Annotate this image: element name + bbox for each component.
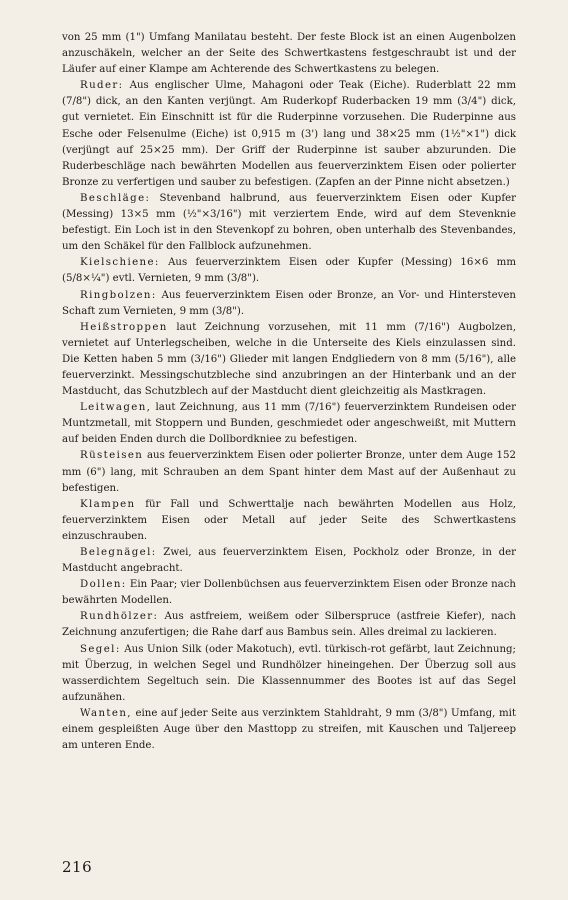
paragraph-text: laut Zeichnung, aus 11 mm (7/16") feuerverzinktem Rundeisen oder Muntzmetall, mit Stoppern und Bunden, geschmiedet oder angeschweißt, mit Muttern auf beiden Enden durch die Dollbordkniee zu befestigen. — [62, 402, 516, 446]
paragraph-text: Aus englischer Ulme, Mahagoni oder Teak (Eiche). Ruderblatt 22 mm (7/8") dick, an den Kanten verjüngt. Am Ruderkopf Ruderbacken 19 mm (3/4") dick, gut vernietet. Ein Einschnitt ist für die Ruderpinne vorzusehen. Die Ruderpinne aus Esche oder Felsenulme (Eiche) ist 0,915 m (3') lang und 38×25 mm (1½"×1") dick (verjüngt auf 25×25 mm). Der Griff der Ruderpinne ist sauber abzurunden. Die Ruderbeschläge nach bewährten Modellen aus feuerverzinktem Eisen oder polierter Bronze zu verfertigen und sauber zu befestigen. (Zapfen an der Pinne nicht absetzen.) — [62, 80, 516, 188]
paragraph-segel — [62, 642, 516, 706]
paragraph-beschlaege — [62, 191, 516, 255]
paragraph-term: Wanten, — [80, 707, 132, 719]
paragraph-term: Kielschiene: — [80, 257, 160, 269]
paragraph-text: eine auf jeder Seite aus verzinktem Stahldraht, 9 mm (3/8") Umfang, mit einem gespleißten Auge über den Masttopp zu streifen, mit Kauschen und Taljereep am unteren Ende. — [62, 707, 516, 752]
paragraph-term: Dollen: — [80, 579, 127, 591]
paragraph-wanten — [62, 706, 516, 754]
paragraph-text: Aus Union Silk (oder Makotuch), evtl. türkisch-rot gefärbt, laut Zeichnung; mit Überzug, in welchen Segel und Rundhölzer hineingehen. Der Überzug soll aus wasserdichtem Segeltuch sein. Die Klassennummer des Bootes ist auf das Segel aufzunähen. — [62, 643, 516, 703]
paragraph-term: Beschläge: — [80, 192, 151, 204]
paragraph-term: Segel: — [80, 643, 121, 655]
paragraph-text: für Fall und Schwerttalje nach bewährten Modellen aus Holz, feuerverzinktem Eisen oder Metall auf jeder Seite des Schwertkastens einzuschrauben. — [62, 498, 516, 542]
paragraph-ruesteisen — [62, 448, 516, 496]
paragraph-term: Belegnägel: — [80, 547, 157, 558]
paragraph-text: Aus feuerverzinktem Eisen oder Kupfer (Messing) 16×6 mm (5/8×¼") evtl. Vernieten, 9 mm (3/8"). — [62, 257, 516, 285]
paragraph-term: Leitwagen, — [80, 402, 152, 414]
paragraph-term: Ruder: — [80, 80, 124, 92]
paragraph-text: Aus astfreiem, weißem oder Silberspruce (astfreie Kiefer), nach Zeichnung anzufertigen; die Rahe darf aus Bambus sein. Alles dreimal zu lackieren. — [62, 611, 516, 639]
paragraph-klampen — [62, 497, 516, 545]
paragraph-text: Stevenband halbrund, aus feuerverzinktem Eisen oder Kupfer (Messing) 13×5 mm (½"×3/16") mit verziertem Ende, wird auf dem Stevenknie befestigt. Ein Loch ist in den Stevenkopf zu bohren, oben unterhalb des Stevenbandes, um den Schäkel für den Fallblock aufzunehmen. — [62, 192, 516, 253]
page-number: 216 — [62, 858, 93, 876]
paragraph-leitwagen — [62, 400, 516, 448]
paragraph-term: Rundhölzer: — [80, 611, 159, 623]
paragraph-ringbolzen — [62, 288, 516, 320]
paragraph-kielschiene — [62, 255, 516, 287]
paragraph-heissstroppen — [62, 320, 516, 400]
paragraph-ruder — [62, 78, 516, 191]
paragraph-term: Klampen — [80, 498, 136, 510]
paragraph-belegnaegel — [62, 545, 516, 577]
paragraph-text: Ein Paar; vier Dollenbüchsen aus feuerverzinktem Eisen oder Bronze nach bewährten Modellen. — [62, 579, 516, 607]
paragraph-term: Ringbolzen: — [80, 289, 157, 301]
paragraph-rundhoelzer — [62, 609, 516, 641]
paragraph-text: aus feuerverzinktem Eisen oder polierter Bronze, unter dem Auge 152 mm (6") lang, mit Schrauben an dem Spant hinter dem Mast auf der Außenhaut zu befestigen. — [62, 450, 516, 494]
paragraph-text: Zwei, aus feuerverzinktem Eisen, Pockholz oder Bronze, in der Mastducht angebracht. — [62, 547, 516, 575]
paragraph-text: Aus feuerverzinktem Eisen oder Bronze, an Vor- und Hintersteven Schaft zum Vernieten, 9 mm (3/8"). — [62, 289, 516, 317]
paragraph-term: Heißstroppen — [80, 321, 168, 333]
paragraph-continued — [62, 30, 516, 78]
paragraph-term: Rüsteisen — [80, 450, 144, 462]
body-text — [62, 30, 516, 754]
paragraph-text: laut Zeichnung vorzusehen, mit 11 mm (7/16") Augbolzen, vernietet auf Unterlegscheiben, welche in die Unterseite des Kiels einzulassen sind. Die Ketten haben 5 mm (3/16") Glieder mit langen Endgliedern von 8 mm (5/16"), alle feuerverzinkt. Messingschutzbleche sind anzubringen an der Hinterbank und an der Mastducht, das Schutzblech auf der Mastducht dient gleichzeitig als Mastkragen. — [62, 321, 516, 398]
paragraph-text: von 25 mm (1") Umfang Manilatau besteht. Der feste Block ist an einen Augenbolzen anzuschäkeln, welcher an der Seite des Schwertkastens festgeschraubt ist und der Läufer auf einer Klampe am Achterende des Schwertkastens zu belegen. — [62, 32, 516, 76]
paragraph-dollen — [62, 577, 516, 609]
